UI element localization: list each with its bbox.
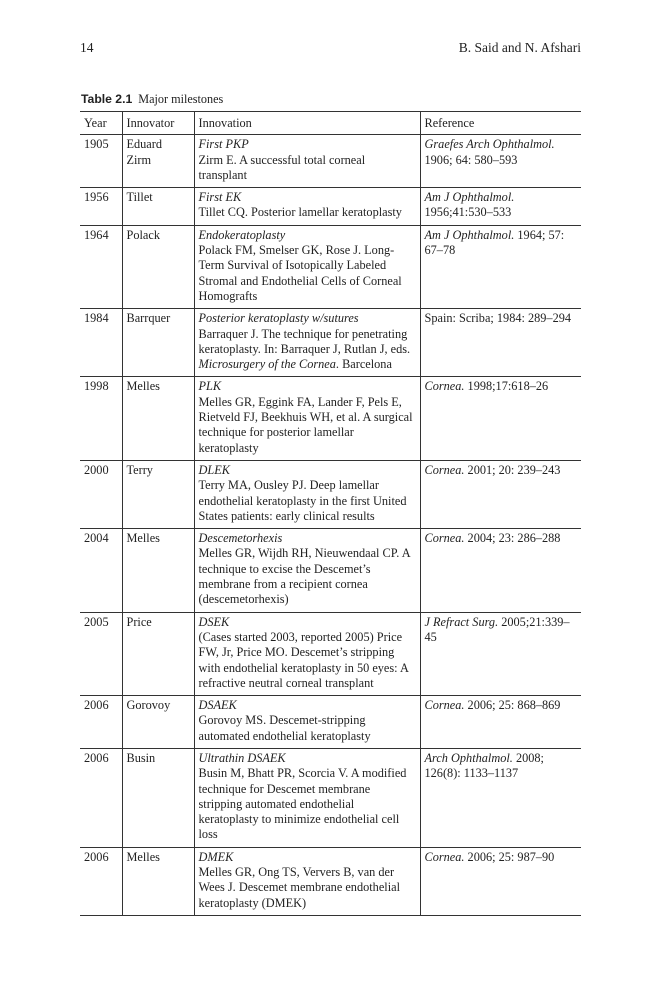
reference-journal: J Refract Surg. [424, 614, 499, 629]
reference-journal: Cornea. [424, 462, 465, 477]
reference-journal: Cornea. [424, 531, 465, 546]
cell-year: 2005 [84, 614, 109, 629]
cell-innovation [194, 188, 420, 226]
innovation-title: DSEK [198, 614, 230, 629]
table-row [80, 377, 581, 460]
column-header-year: Year [84, 116, 107, 130]
citation-book-title: Microsurgery of the Cornea [198, 357, 336, 372]
table-row [80, 309, 581, 377]
cell-year: 1956 [84, 190, 109, 205]
reference-details: 1998;17:618–26 [467, 379, 549, 394]
cell-innovator: Polack [122, 225, 194, 308]
reference-journal: Graefes Arch Ophthalmol. [424, 137, 555, 152]
innovation-citation: Tillet CQ. Posterior lamellar keratoplasty [198, 205, 402, 220]
innovation-citation: Polack FM, Smelser GK, Rose J. Long-Term Survival of Isotopically Labeled Stromal and Endothelial Cells of Corneal Homografts [198, 243, 402, 303]
column-header-innovator: Innovator [122, 112, 194, 135]
reference-journal: Cornea. [424, 379, 465, 394]
cell-innovation [194, 612, 420, 695]
cell-year: 1998 [84, 379, 109, 394]
innovation-title: DLEK [198, 462, 230, 477]
innovation-citation: Melles GR, Ong TS, Ververs B, van der Wees J. Descemet membrane endothelial keratoplasty (DMEK) [198, 865, 400, 910]
cell-reference [420, 612, 581, 695]
reference-details: 2001; 20: 239–243 [467, 462, 561, 477]
innovation-title: First EK [198, 190, 242, 205]
milestones-table [80, 111, 581, 916]
cell-year: 2006 [84, 698, 109, 713]
page-number: 14 [80, 40, 94, 55]
table-row [80, 748, 581, 847]
cell-innovator: Melles [122, 377, 194, 460]
column-header-reference: Reference [420, 112, 581, 135]
reference-journal: Cornea. [424, 849, 465, 864]
cell-innovator: Eduard Zirm [122, 135, 194, 188]
innovation-citation: Barraquer J. The technique for penetrating keratoplasty. In: Barraquer J, Rutlan J, eds. [198, 326, 411, 356]
citation-tail: . Barcelona [335, 357, 392, 372]
cell-year: 1905 [84, 137, 109, 152]
reference-details: 2006; 25: 987–90 [467, 849, 555, 864]
innovation-title: Descemetorhexis [198, 531, 283, 546]
cell-year: 1984 [84, 311, 109, 326]
table-caption [81, 92, 223, 107]
innovation-citation: (Cases started 2003, reported 2005) Price FW, Jr, Price MO. Descemet’s stripping with endothelial keratoplasty in 50 eyes: A refractive neutral corneal transplant [198, 629, 409, 690]
cell-innovator: Terry [122, 460, 194, 528]
cell-innovation [194, 309, 420, 377]
table-row [80, 135, 581, 188]
cell-innovator: Barrquer [122, 309, 194, 377]
cell-innovator: Price [122, 612, 194, 695]
cell-year: 2006 [84, 750, 109, 765]
innovation-citation: Gorovoy MS. Descemet-stripping automated endothelial keratoplasty [198, 713, 371, 743]
cell-innovator: Gorovoy [122, 696, 194, 749]
cell-innovator: Melles [122, 847, 194, 915]
table-title: Major milestones [138, 92, 224, 106]
reference-details: 2008; 126(8): 1133–1137 [424, 750, 544, 781]
cell-year: 2004 [84, 531, 109, 546]
table-label: Table 2.1 [81, 92, 133, 106]
reference-details: 1964; 57: 67–78 [424, 227, 565, 258]
reference-details: 2006; 25: 868–869 [467, 698, 561, 713]
innovation-citation: Melles GR, Wijdh RH, Nieuwendaal CP. A technique to excise the Descemet’s membrane from a recipient cornea (descemetorhexis) [198, 546, 410, 607]
table-row [80, 529, 581, 612]
cell-year: 1964 [84, 227, 109, 242]
innovation-title: Endokeratoplasty [198, 227, 286, 242]
cell-reference [420, 696, 581, 749]
innovation-title: Ultrathin DSAEK [198, 750, 286, 765]
cell-reference [420, 847, 581, 915]
innovation-citation: Terry MA, Ousley PJ. Deep lamellar endothelial keratoplasty in the first United States patients: early clinical results [198, 478, 407, 523]
innovation-title: DSAEK [198, 698, 237, 713]
reference-details: 2005;21:339–45 [424, 614, 570, 644]
innovation-citation: Melles GR, Eggink FA, Lander F, Pels E, Rietveld FJ, Beekhuis WH, et al. A surgical technique for posterior lamellar keratoplasty [198, 394, 413, 455]
table-body [80, 135, 581, 916]
reference-journal: Am J Ophthalmol. [424, 190, 515, 205]
cell-reference [420, 225, 581, 308]
reference-journal: Am J Ophthalmol. [424, 227, 515, 242]
cell-reference [420, 460, 581, 528]
cell-innovation [194, 377, 420, 460]
cell-year: 2000 [84, 462, 109, 477]
cell-reference [420, 188, 581, 226]
reference-details: 2004; 23: 286–288 [467, 531, 561, 546]
cell-innovator: Busin [122, 748, 194, 847]
table-header-row [80, 112, 581, 135]
innovation-citation: Busin M, Bhatt PR, Scorcia V. A modified technique for Descemet membrane stripping automated endothelial keratoplasty to minimize endothelial cell loss [198, 766, 407, 842]
cell-innovator: Melles [122, 529, 194, 612]
cell-year: 2006 [84, 849, 109, 864]
table-row [80, 225, 581, 308]
table-row [80, 696, 581, 749]
cell-innovation [194, 748, 420, 847]
cell-innovation [194, 529, 420, 612]
cell-innovation [194, 460, 420, 528]
cell-reference [420, 377, 581, 460]
table-row [80, 612, 581, 695]
reference-details: 1956;41:530–533 [424, 205, 512, 220]
running-authors: B. Said and N. Afshari [458, 40, 581, 55]
page-header [80, 40, 581, 60]
table-row [80, 847, 581, 915]
column-header-innovation: Innovation [194, 112, 420, 135]
cell-innovation [194, 225, 420, 308]
cell-reference [420, 135, 581, 188]
reference-journal: Arch Ophthalmol. [424, 750, 513, 765]
cell-innovation [194, 696, 420, 749]
cell-innovator: Tillet [122, 188, 194, 226]
cell-reference [420, 309, 581, 377]
innovation-title: First PKP [198, 137, 249, 152]
reference-journal: Cornea. [424, 698, 465, 713]
innovation-title: Posterior keratoplasty w/sutures [198, 311, 359, 326]
innovation-title: DMEK [198, 849, 234, 864]
table-row [80, 188, 581, 226]
reference-details: Spain: Scriba; 1984: 289–294 [424, 311, 572, 326]
innovation-citation: Zirm E. A successful total corneal transplant [198, 152, 366, 182]
reference-details: 1906; 64: 580–593 [424, 152, 518, 167]
cell-innovation [194, 847, 420, 915]
table-row [80, 460, 581, 528]
cell-reference [420, 748, 581, 847]
innovation-title: PLK [198, 379, 222, 394]
cell-reference [420, 529, 581, 612]
cell-innovation [194, 135, 420, 188]
